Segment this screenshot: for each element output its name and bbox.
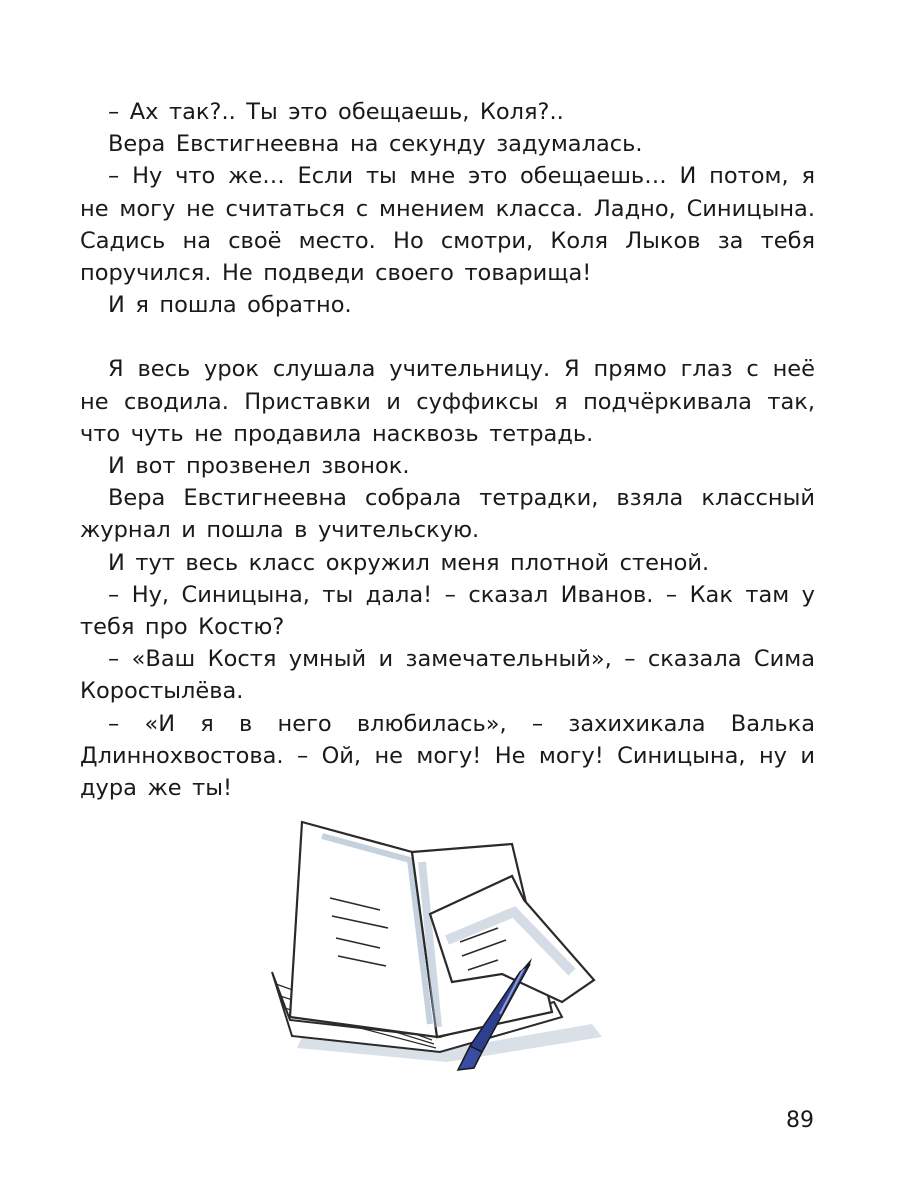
paragraph: И вот прозвенел звонок.	[108, 453, 410, 480]
paragraph: – Ах так?.. Ты это обещаешь, Коля?..	[108, 99, 564, 125]
paragraph: – «И я в него влюбилась», – захихикала Валька Длиннохвостова. – Ой, не могу! Не могу! Синицына, ну и дура же ты!	[80, 710, 815, 802]
paragraph: – Ну, Синицына, ты дала! – сказал Иванов. – Как там у тебя про Костю?	[80, 581, 815, 641]
paragraph: Вера Евстигнеевна собрала тетрадки, взяла классный журнал и пошла в учительскую.	[80, 485, 815, 544]
page-number: 89	[786, 1108, 814, 1133]
paragraph: – Ну что же… Если ты мне это обещаешь… И потом, я не могу не считаться с мнением класса. Ладно, Синицына. Садись на своё место. Но смотри, Коля Лыков за тебя поручился. Не подведи своего товарища!	[80, 163, 815, 287]
paragraph: И я пошла обратно.	[108, 292, 352, 319]
paragraph: Я весь урок слушала учительницу. Я прямо глаз с неё не сводила. Приставки и суффиксы я подчёркивала так, что чуть не продавила насквозь тетрадь.	[80, 356, 815, 447]
paragraph: И тут весь класс окружил меня плотной стеной.	[108, 549, 710, 576]
notebook-illustration	[262, 812, 622, 1092]
story-text	[80, 96, 815, 804]
paragraph: Вера Евстигнеевна на секунду задумалась.	[108, 131, 643, 158]
paragraph: – «Ваш Костя умный и замечательный», – сказала Сима Коростылёва.	[80, 646, 815, 705]
